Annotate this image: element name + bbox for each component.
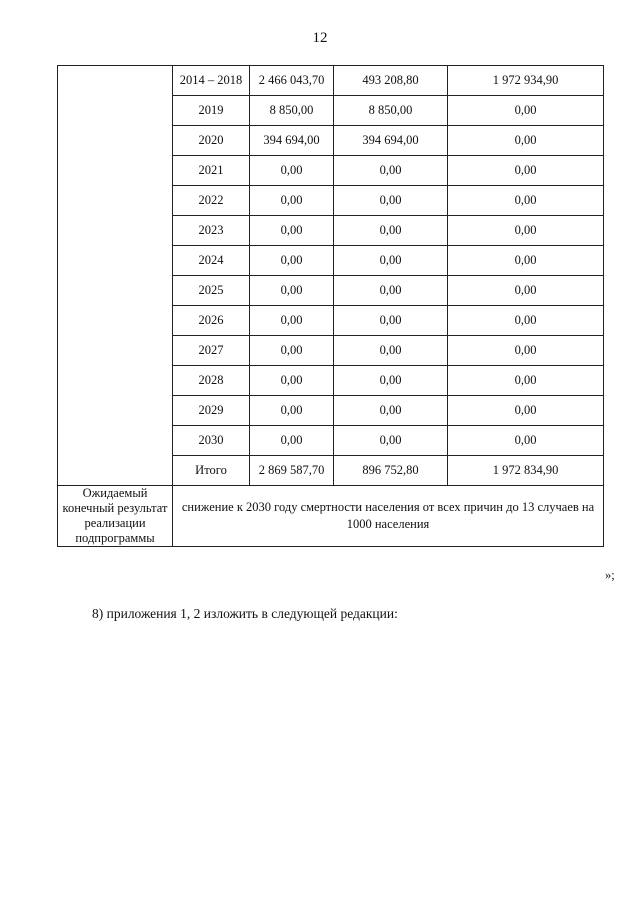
budget-cell: 0,00 — [334, 336, 448, 366]
blank-label-cell — [58, 66, 173, 486]
total-cell: 8 850,00 — [250, 96, 334, 126]
total-cell: 0,00 — [250, 216, 334, 246]
other-source-cell: 1 972 834,90 — [448, 456, 604, 486]
budget-cell: 0,00 — [334, 216, 448, 246]
budget-cell: 0,00 — [334, 186, 448, 216]
budget-cell: 394 694,00 — [334, 126, 448, 156]
other-source-cell: 0,00 — [448, 396, 604, 426]
budget-cell: 0,00 — [334, 156, 448, 186]
result-text: снижение к 2030 году смертности населения от всех причин до 13 случаев на 1000 населения — [173, 486, 604, 547]
total-cell: 0,00 — [250, 366, 334, 396]
budget-cell: 0,00 — [334, 426, 448, 456]
other-source-cell: 0,00 — [448, 276, 604, 306]
year-cell: 2027 — [173, 336, 250, 366]
year-cell: 2021 — [173, 156, 250, 186]
total-cell: 0,00 — [250, 246, 334, 276]
budget-cell: 0,00 — [334, 366, 448, 396]
total-cell: 0,00 — [250, 186, 334, 216]
year-cell: 2028 — [173, 366, 250, 396]
year-cell: 2019 — [173, 96, 250, 126]
year-cell: 2022 — [173, 186, 250, 216]
total-cell: 2 466 043,70 — [250, 66, 334, 96]
other-source-cell: 0,00 — [448, 426, 604, 456]
other-source-cell: 0,00 — [448, 216, 604, 246]
budget-cell: 0,00 — [334, 396, 448, 426]
total-cell: 0,00 — [250, 276, 334, 306]
financing-table — [57, 65, 604, 547]
budget-cell: 896 752,80 — [334, 456, 448, 486]
budget-cell: 493 208,80 — [334, 66, 448, 96]
year-cell: 2020 — [173, 126, 250, 156]
year-cell: Итого — [173, 456, 250, 486]
table-row — [58, 66, 604, 96]
other-source-cell: 1 972 934,90 — [448, 66, 604, 96]
paragraph-item-8: 8) приложения 1, 2 изложить в следующей редакции: — [92, 606, 398, 621]
year-cell: 2024 — [173, 246, 250, 276]
other-source-cell: 0,00 — [448, 156, 604, 186]
other-source-cell: 0,00 — [448, 246, 604, 276]
budget-cell: 8 850,00 — [334, 96, 448, 126]
total-cell: 0,00 — [250, 426, 334, 456]
budget-cell: 0,00 — [334, 276, 448, 306]
total-cell: 0,00 — [250, 336, 334, 366]
result-row — [58, 486, 604, 547]
page-number: 12 — [312, 30, 328, 46]
year-cell: 2014 – 2018 — [173, 66, 250, 96]
year-cell: 2029 — [173, 396, 250, 426]
year-cell: 2026 — [173, 306, 250, 336]
other-source-cell: 0,00 — [448, 186, 604, 216]
other-source-cell: 0,00 — [448, 336, 604, 366]
other-source-cell: 0,00 — [448, 96, 604, 126]
total-cell: 2 869 587,70 — [250, 456, 334, 486]
financing-table-body — [58, 66, 604, 547]
other-source-cell: 0,00 — [448, 366, 604, 396]
year-cell: 2030 — [173, 426, 250, 456]
year-cell: 2023 — [173, 216, 250, 246]
other-source-cell: 0,00 — [448, 306, 604, 336]
budget-cell: 0,00 — [334, 246, 448, 276]
result-label: Ожидаемый конечный результат реализации подпрограммы — [58, 486, 173, 547]
total-cell: 394 694,00 — [250, 126, 334, 156]
year-cell: 2025 — [173, 276, 250, 306]
total-cell: 0,00 — [250, 396, 334, 426]
budget-cell: 0,00 — [334, 306, 448, 336]
total-cell: 0,00 — [250, 156, 334, 186]
other-source-cell: 0,00 — [448, 126, 604, 156]
total-cell: 0,00 — [250, 306, 334, 336]
closing-quote: »; — [605, 568, 615, 582]
